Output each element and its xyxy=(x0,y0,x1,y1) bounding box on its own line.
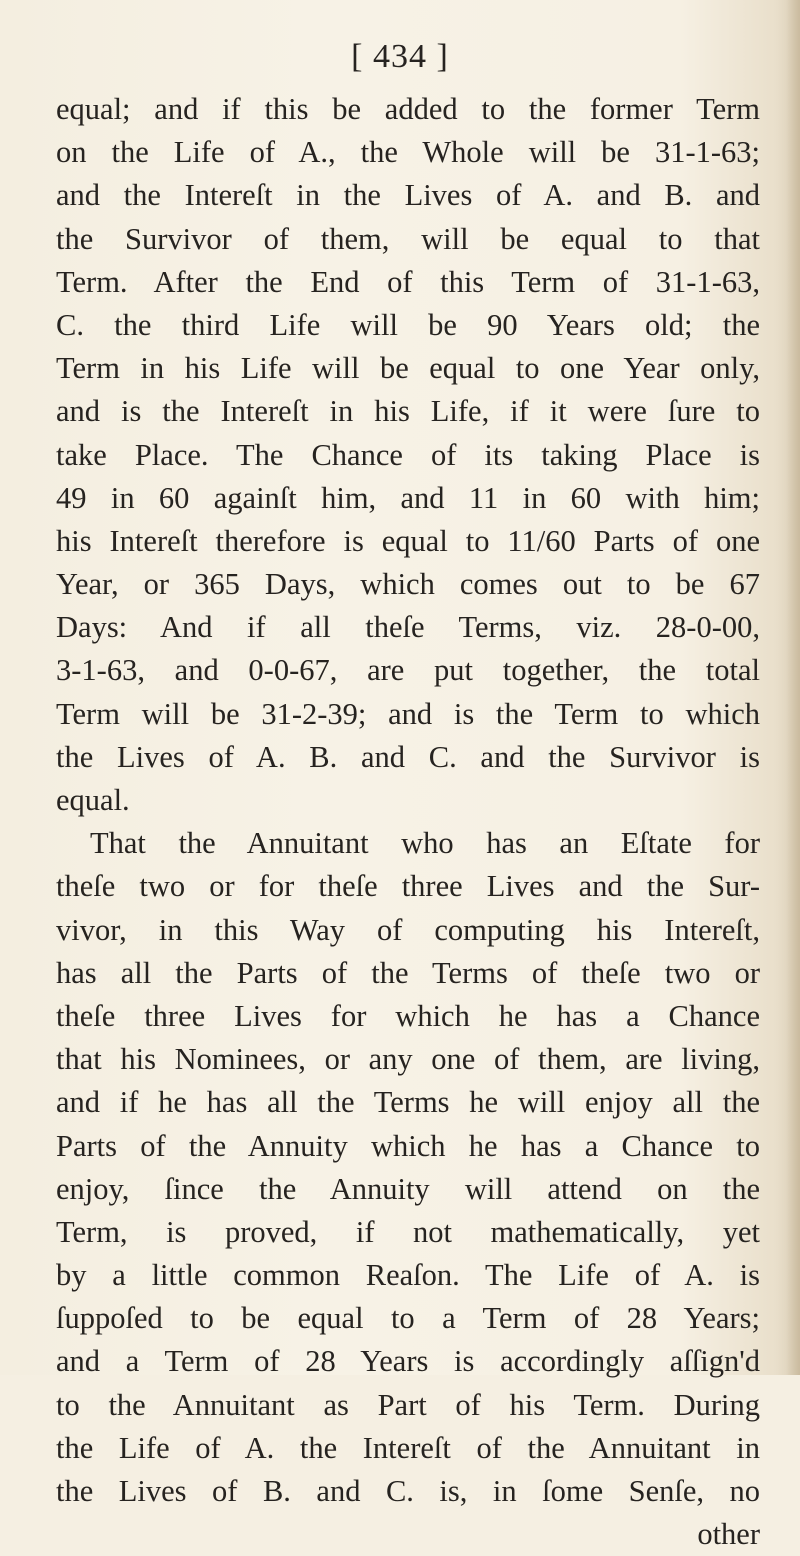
text-line: on the Life of A., the Whole will be 31-1-63; xyxy=(56,135,760,170)
text-line: enjoy, ſince the Annuity will attend on the xyxy=(56,1171,760,1206)
page-number: [ 434 ] xyxy=(351,38,449,75)
text-line: and a Term of 28 Years is accordingly aſſign'd xyxy=(56,1344,760,1379)
text-line: theſe two or for theſe three Lives and the Sur- xyxy=(56,869,760,904)
body-text xyxy=(56,88,760,1556)
text-line: and is the Intereſt in his Life, if it were ſure to xyxy=(56,394,760,429)
text-line: has all the Parts of the Terms of theſe two or xyxy=(56,955,760,990)
text-line: the Life of A. the Intereſt of the Annuitant in xyxy=(56,1430,760,1465)
text-line: ſuppoſed to be equal to a Term of 28 Years; xyxy=(56,1301,760,1336)
text-line: Year, or 365 Days, which comes out to be 67 xyxy=(56,567,760,602)
text-line: that his Nominees, or any one of them, are living, xyxy=(56,1042,760,1077)
text-line: Term in his Life will be equal to one Year only, xyxy=(56,351,760,386)
text-line: by a little common Reaſon. The Life of A. is xyxy=(56,1258,760,1293)
text-line: 49 in 60 againſt him, and 11 in 60 with him; xyxy=(56,480,760,515)
text-line: the Survivor of them, will be equal to that xyxy=(56,221,760,256)
text-line: C. the third Life will be 90 Years old; the xyxy=(56,307,760,342)
page-edge-shadow xyxy=(786,0,800,1375)
text-line: theſe three Lives for which he has a Chance xyxy=(56,998,760,1033)
text-line: the Lives of A. B. and C. and the Survivor is xyxy=(56,739,760,774)
text-line: and if he has all the Terms he will enjoy all the xyxy=(56,1085,760,1120)
text-line: 3-1-63, and 0-0-67, are put together, the total xyxy=(56,653,760,688)
text-line: to the Annuitant as Part of his Term. During xyxy=(56,1387,760,1422)
text-line: take Place. The Chance of its taking Place is xyxy=(56,437,760,472)
text-line: his Intereſt therefore is equal to 11/60 Parts of one xyxy=(56,523,760,558)
text-line: equal. xyxy=(56,783,130,817)
text-line: the Lives of B. and C. is, in ſome Senſe, no xyxy=(56,1474,760,1508)
text-line: Days: And if all theſe Terms, viz. 28-0-00, xyxy=(56,610,760,645)
catchword: other xyxy=(697,1517,760,1552)
text-line: vivor, in this Way of computing his Intereſt, xyxy=(56,912,760,947)
text-line: Term, is proved, if not mathematically, yet xyxy=(56,1214,760,1249)
text-line: Term. After the End of this Term of 31-1-63, xyxy=(56,264,760,299)
text-line: and the Intereſt in the Lives of A. and B. and xyxy=(56,178,760,213)
text-line: Term will be 31-2-39; and is the Term to which xyxy=(56,696,760,731)
text-line: Parts of the Annuity which he has a Chance to xyxy=(56,1128,760,1163)
paragraph-start-line: That the Annuitant who has an Eſtate for xyxy=(90,826,760,861)
text-line: equal; and if this be added to the former Term xyxy=(56,92,760,126)
